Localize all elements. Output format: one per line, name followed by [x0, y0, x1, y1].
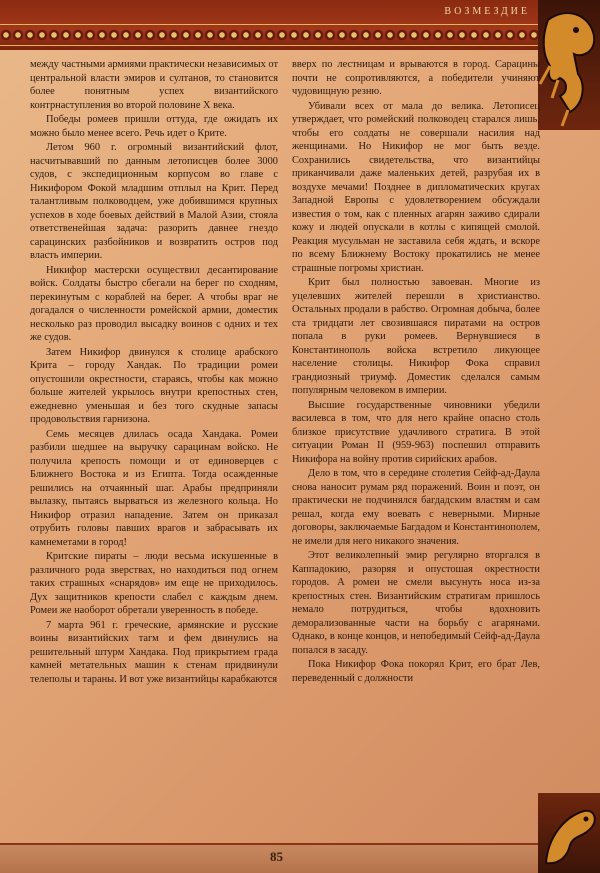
paragraph: Этот великолепный эмир регулярно вторгался в Каппадокию, разоряя и опустошая окрестности городов. А ромеи не смели высунуть носа из-за крепостных стен. Византийским стратигам пришлось немало потрудиться, чтобы вдохновить деморализованные части на борьбу с агарянами. Однако, в конце концов, и непобедимый Сейф-ад-Даула попался в засаду.: [292, 550, 540, 656]
paragraph: Затем Никифор двинулся к столице арабского Крита – городу Хандак. По традиции ромеи опустошили окрестности, стараясь, чтобы как можно больше жителей укрылось внутри крепостных стен, ежедневно уменьшая и без того скудные запасы продовольствия гарнизона.: [30, 346, 278, 425]
paragraph: Убивали всех от мала до велика. Летописец утверждает, что ромейский полководец старался лишь, чтобы его солдаты не совершали насилия над женщинами. Но Никифор не мог быть везде. Сохранились свидетельства, что византийцы приканчивали даже маленьких детей, разрубая их в воздухе мечами! Позднее в дипломатических кругах Западной Европы с удовлетворением обсуждали известия о том, как с пленных агарян заживо сдирали кожу и людей опускали в котлы с кипящей смолой. Реакция мусульман не заставила себя ждать, и вскоре по всему Ближнему Востоку прокатились не менее страшные погромы христиан.: [292, 100, 540, 274]
paragraph: Дело в том, что в середине столетия Сейф-ад-Даула снова наносит румам ряд поражений. Воин и поэт, он практически не подчинялся багдадским властям и сам решал, когда ему воевать с неверными. Мирные договоры, заключаемые Багдадом и Константинополем, не имели для него никакого значения.: [292, 468, 540, 547]
right-column: [292, 58, 540, 838]
paragraph: Никифор мастерски осуществил десантирование войск. Солдаты быстро сбегали на берег по сходням, перекинутым с кораблей на берег. А чтобы враг не догадался о численности ромейской армии, доместик несколько раз проводил высадку воинов с одних и тех же судов.: [30, 264, 278, 343]
paragraph: 7 марта 961 г. греческие, армянские и русские воины византийских тагм и фем двинулись на решительный штурм Хандака. Под прикрытием града камней метательных машин к стенам придвинули телеполы и тараны. И вот уже византийцы карабкаются: [30, 619, 278, 685]
paragraph: Критские пираты – люди весьма искушенные в различного рода зверствах, но находиться под огнем таких страшных «снарядов» им еще не приходилось. Дух защитников крепости слабел с каждым днем. Ромеи же наоборот обретали уверенность в победе.: [30, 551, 278, 616]
page-number: 85: [270, 849, 283, 864]
paragraph: Семь месяцев длилась осада Хандака. Ромеи разбили шедшее на выручку сарацинам войско. Не получила крепость помощи и от единоверцев с Ближнего Востока и из Египта. Тогда осажденные решились на отчаянный шаг. Арабы предприняли вылазку, пытаясь вырваться из железного кольца. Но Никифор отразил нападение. Затем он приказал отрубить головы павших врагов и забрасывать их камнеметами в город!: [30, 428, 278, 548]
paragraph: Пока Никифор Фока покорял Крит, его брат Лев, переведенный с должности: [292, 659, 540, 684]
paragraph: вверх по лестницам и врываются в город. Сарацины почти не сопротивляются, а победители учиняют чудовищную резню.: [292, 59, 540, 97]
paragraph: Высшие государственные чиновники убедили василевса в том, что для него крайне опасно столь близкое присутствие удачливого стратига. В этой ситуации Роман II (959-963) поспешил отправить Никифора на войну против сирийских арабов.: [292, 399, 540, 465]
paragraph: Летом 960 г. огромный византийский флот, насчитывавший по данным летописцев более 3000 судов, с экспедиционным корпусом во главе с Никифором Фокой младшим отплыл на Крит. Перед талантливым полководцем, уже добившимся крупных успехов в ходе боевых действий в Малой Азии, стояла ответственейшая задача: разорить давнее гнездо сарацинских разбойников и возвратить остров под власть империи.: [30, 142, 278, 261]
paragraph: между частными армиями практически независимых от центральной власти эмиров и султанов, то становится более понятным успех византийского контрнаступления во второй половине X века.: [30, 59, 278, 111]
left-column: [30, 58, 278, 838]
article-columns: [30, 58, 540, 838]
paragraph: Победы ромеев пришли оттуда, где ожидать их можно было менее всего. Речь идет о Крите.: [30, 114, 278, 139]
paragraph: Крит был полностью завоеван. Многие из уцелевших жителей перешли в христианство. Остальных продали в рабство. Огромная добыча, более ста тридцати лет свозившаяся пиратами на остров попала в руки ромеев. Вернувшиеся в Константинополь войска встретило ликующее население столицы. Никифор Фока справил грандиозный триумф. Доместик сделался самым популярным человеком в империи.: [292, 277, 540, 396]
griffin-emblem-top: [538, 0, 600, 130]
running-header: ВОЗМЕЗДИЕ: [444, 6, 530, 17]
ornamental-pattern-strip: [0, 24, 540, 46]
griffin-emblem-bottom: [538, 793, 600, 873]
